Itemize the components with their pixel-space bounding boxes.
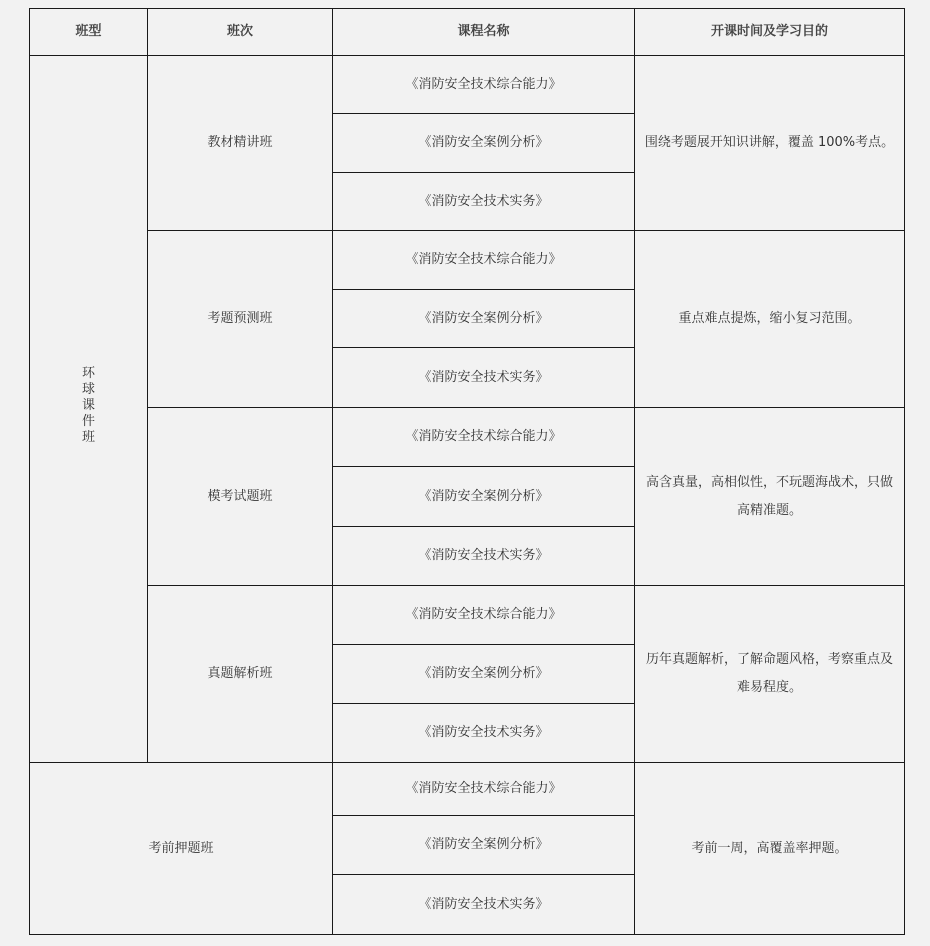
course-cell: 《消防安全技术实务》 bbox=[333, 704, 635, 763]
course-cell: 《消防安全技术实务》 bbox=[333, 173, 635, 231]
course-cell: 《消防安全技术实务》 bbox=[333, 527, 635, 586]
table-row bbox=[30, 586, 905, 645]
course-cell: 《消防安全案例分析》 bbox=[333, 290, 635, 348]
table-row bbox=[30, 56, 905, 114]
header-row bbox=[30, 9, 905, 56]
class-type-cell bbox=[30, 56, 148, 763]
course-cell: 《消防安全技术实务》 bbox=[333, 348, 635, 408]
goal-cell: 重点难点提炼，缩小复习范围。 bbox=[635, 231, 905, 408]
header-session: 班次 bbox=[148, 9, 333, 56]
goal-cell: 围绕考题展开知识讲解，覆盖 100%考点。 bbox=[635, 56, 905, 231]
goal-cell: 高含真量，高相似性，不玩题海战术，只做高精准题。 bbox=[635, 408, 905, 586]
session-cell: 考前押题班 bbox=[30, 763, 333, 935]
class-type-label: 环球课件班 bbox=[81, 366, 95, 445]
course-cell: 《消防安全技术综合能力》 bbox=[333, 408, 635, 467]
session-cell: 教材精讲班 bbox=[148, 56, 333, 231]
session-cell: 模考试题班 bbox=[148, 408, 333, 586]
table-row bbox=[30, 408, 905, 467]
course-cell: 《消防安全技术实务》 bbox=[333, 875, 635, 935]
table-row bbox=[30, 231, 905, 290]
header-course-name: 课程名称 bbox=[333, 9, 635, 56]
goal-cell: 考前一周，高覆盖率押题。 bbox=[635, 763, 905, 935]
header-time-goal: 开课时间及学习目的 bbox=[635, 9, 905, 56]
course-cell: 《消防安全案例分析》 bbox=[333, 816, 635, 875]
course-cell: 《消防安全技术综合能力》 bbox=[333, 56, 635, 114]
course-cell: 《消防安全技术综合能力》 bbox=[333, 231, 635, 290]
course-cell: 《消防安全案例分析》 bbox=[333, 467, 635, 527]
table-row bbox=[30, 763, 905, 816]
course-cell: 《消防安全案例分析》 bbox=[333, 114, 635, 173]
session-cell: 真题解析班 bbox=[148, 586, 333, 763]
course-table bbox=[29, 8, 905, 935]
course-cell: 《消防安全技术综合能力》 bbox=[333, 763, 635, 816]
course-cell: 《消防安全技术综合能力》 bbox=[333, 586, 635, 645]
goal-cell: 历年真题解析，了解命题风格，考察重点及难易程度。 bbox=[635, 586, 905, 763]
session-cell: 考题预测班 bbox=[148, 231, 333, 408]
header-class-type: 班型 bbox=[30, 9, 148, 56]
course-cell: 《消防安全案例分析》 bbox=[333, 645, 635, 704]
